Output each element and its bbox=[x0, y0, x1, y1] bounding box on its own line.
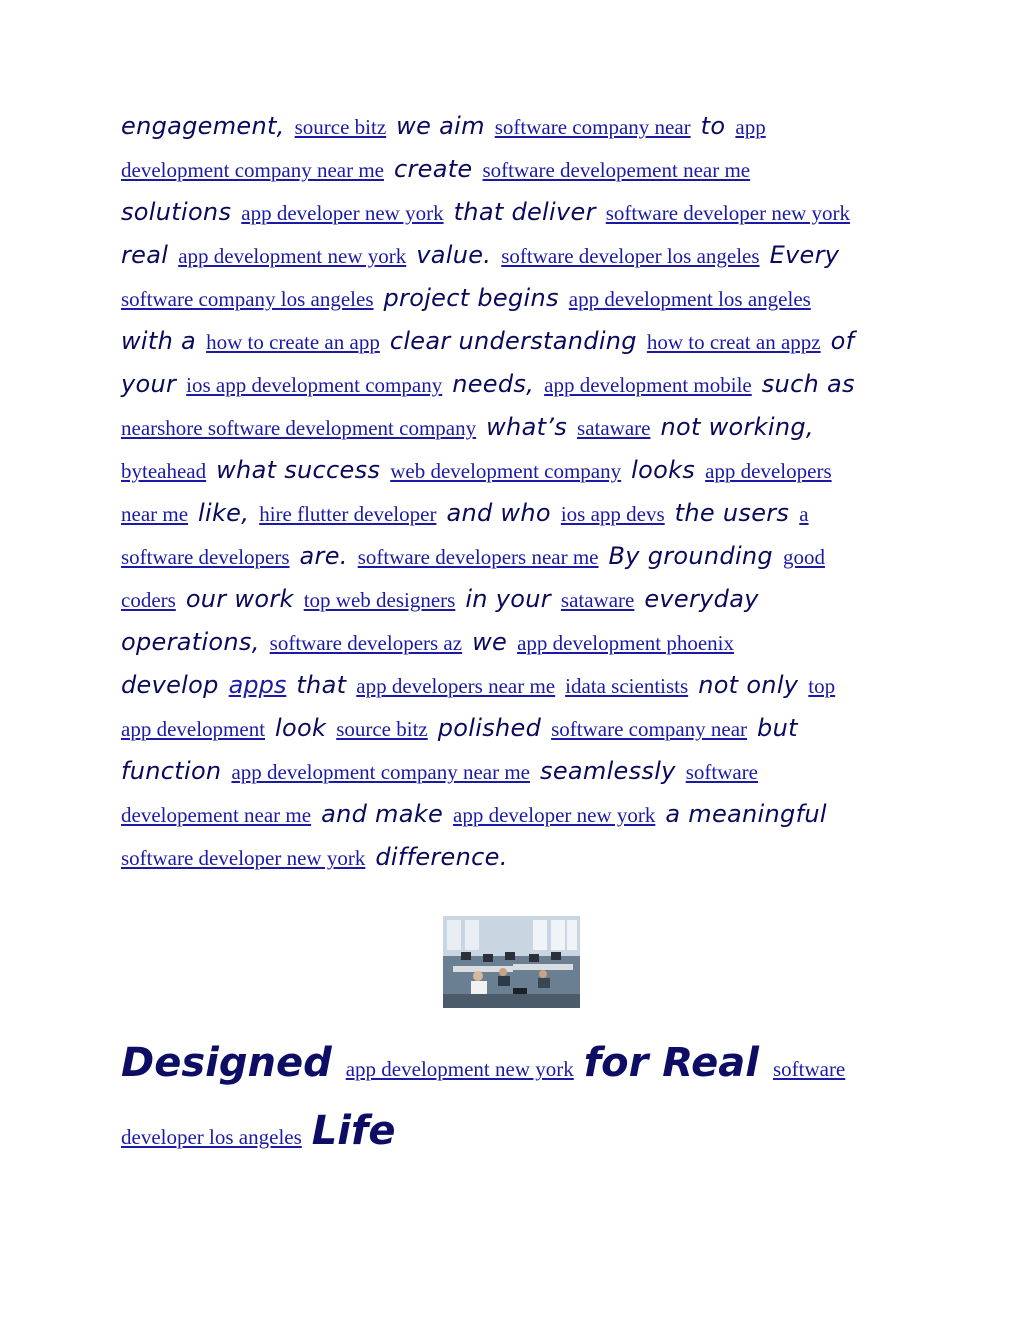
text-line bbox=[121, 155, 901, 198]
body-text-fragment: what’s bbox=[486, 413, 568, 441]
body-text-fragment: operations, bbox=[121, 628, 260, 656]
link[interactable]: a bbox=[799, 502, 809, 526]
body-text-fragment: your bbox=[121, 370, 177, 398]
body-text-fragment: not only bbox=[698, 671, 799, 699]
body-text-fragment: looks bbox=[631, 456, 696, 484]
body-text-fragment: clear understanding bbox=[389, 327, 637, 355]
link[interactable]: web development company bbox=[390, 459, 622, 483]
body-text-fragment: but bbox=[757, 714, 798, 742]
body-text-fragment: that deliver bbox=[453, 198, 596, 226]
text-line bbox=[121, 757, 901, 800]
office-photo bbox=[443, 916, 580, 1008]
heading-text: Designed bbox=[121, 1040, 332, 1086]
link[interactable]: coders bbox=[121, 588, 176, 612]
text-line bbox=[121, 671, 901, 714]
link[interactable]: app development mobile bbox=[544, 373, 752, 397]
text-line bbox=[121, 456, 901, 499]
link[interactable]: hire flutter developer bbox=[259, 502, 437, 526]
link[interactable]: near me bbox=[121, 502, 189, 526]
link[interactable]: good bbox=[782, 545, 825, 569]
body-text-fragment: function bbox=[121, 757, 222, 785]
body-text-fragment: and make bbox=[321, 800, 444, 828]
body-text-fragment: our work bbox=[185, 585, 294, 613]
body-text-fragment: what success bbox=[216, 456, 381, 484]
text-line bbox=[121, 241, 901, 284]
body-text-fragment: Every bbox=[769, 241, 840, 269]
link[interactable]: developement near me bbox=[121, 803, 312, 827]
link[interactable]: software developers bbox=[121, 545, 290, 569]
body-text-fragment: real bbox=[121, 241, 169, 269]
link[interactable]: top bbox=[808, 674, 836, 698]
link[interactable]: sataware bbox=[560, 588, 635, 612]
body-text-fragment: needs, bbox=[452, 370, 535, 398]
link[interactable]: nearshore software development company bbox=[121, 416, 477, 440]
body-text-fragment: that bbox=[296, 671, 347, 699]
link[interactable]: software developer los angeles bbox=[501, 244, 760, 268]
link[interactable]: developer los angeles bbox=[121, 1125, 302, 1149]
heading-text: for Real bbox=[583, 1040, 759, 1086]
body-text-fragment: solutions bbox=[121, 198, 232, 226]
body-text-fragment: of bbox=[830, 327, 855, 355]
body-text-fragment: engagement, bbox=[121, 112, 285, 140]
link[interactable]: software developers az bbox=[269, 631, 463, 655]
link[interactable]: app development company near me bbox=[231, 760, 531, 784]
text-line bbox=[121, 843, 901, 886]
link[interactable]: sataware bbox=[577, 416, 651, 440]
body-text-fragment: a meaningful bbox=[665, 800, 827, 828]
link[interactable]: software developer new york bbox=[605, 201, 851, 225]
text-line bbox=[121, 628, 901, 671]
body-text-fragment: look bbox=[275, 714, 327, 742]
link[interactable]: byteahead bbox=[121, 459, 207, 483]
body-text-fragment: polished bbox=[437, 714, 542, 742]
link[interactable]: ios app development company bbox=[186, 373, 443, 397]
body-text-fragment: are. bbox=[299, 542, 348, 570]
link[interactable]: idata scientists bbox=[565, 674, 689, 698]
link[interactable]: app development bbox=[121, 717, 266, 741]
body-text-fragment: in your bbox=[465, 585, 551, 613]
body-text-fragment: seamlessly bbox=[540, 757, 676, 785]
body-text-fragment: create bbox=[393, 155, 473, 183]
body-text-fragment: value. bbox=[416, 241, 492, 269]
body-text-fragment: not working, bbox=[660, 413, 814, 441]
link[interactable]: software company near bbox=[494, 115, 691, 139]
body-text-fragment: to bbox=[700, 112, 726, 140]
body-text-fragment: develop bbox=[121, 671, 219, 699]
link[interactable]: source bitz bbox=[294, 115, 387, 139]
text-line bbox=[121, 413, 901, 456]
body-text-fragment: like, bbox=[198, 499, 250, 527]
link[interactable]: software developers near me bbox=[357, 545, 599, 569]
link[interactable]: ios app devs bbox=[560, 502, 665, 526]
text-line bbox=[121, 370, 901, 413]
body-text-fragment: the users bbox=[674, 499, 790, 527]
link[interactable]: software developer new york bbox=[121, 846, 366, 870]
link[interactable]: app development new york bbox=[178, 244, 407, 268]
body-text bbox=[121, 112, 901, 886]
heading-line bbox=[121, 1108, 921, 1176]
body-text-fragment: with a bbox=[121, 327, 197, 355]
text-line bbox=[121, 112, 901, 155]
text-line bbox=[121, 284, 901, 327]
link[interactable]: app development los angeles bbox=[568, 287, 811, 311]
link[interactable]: app bbox=[735, 115, 766, 139]
body-text-fragment: we aim bbox=[396, 112, 485, 140]
body-text-fragment: difference. bbox=[375, 843, 508, 871]
body-text-fragment: project begins bbox=[383, 284, 559, 312]
link[interactable]: app development phoenix bbox=[517, 631, 735, 655]
body-text-fragment: we bbox=[472, 628, 508, 656]
link[interactable]: app developers bbox=[705, 459, 832, 483]
link[interactable]: software company near bbox=[551, 717, 748, 741]
text-line bbox=[121, 198, 901, 241]
text-line bbox=[121, 542, 901, 585]
text-line bbox=[121, 499, 901, 542]
body-text-fragment: By grounding bbox=[608, 542, 773, 570]
heading-text: Life bbox=[311, 1108, 396, 1154]
link[interactable]: app development new york bbox=[345, 1057, 574, 1081]
link[interactable]: software developement near me bbox=[482, 158, 751, 182]
link[interactable]: how to creat an appz bbox=[646, 330, 821, 354]
office-photo-graphic bbox=[443, 916, 580, 1008]
body-text-fragment: such as bbox=[761, 370, 855, 398]
section-heading bbox=[121, 1040, 921, 1176]
text-line bbox=[121, 800, 901, 843]
text-line bbox=[121, 714, 901, 757]
link[interactable]: apps bbox=[228, 671, 287, 699]
link[interactable]: app developer new york bbox=[453, 803, 656, 827]
link[interactable]: software bbox=[685, 760, 758, 784]
link[interactable]: software company los angeles bbox=[121, 287, 374, 311]
body-text-fragment: and who bbox=[446, 499, 551, 527]
link[interactable]: top web designers bbox=[303, 588, 456, 612]
text-line bbox=[121, 585, 901, 628]
link[interactable]: development company near me bbox=[121, 158, 384, 182]
link[interactable]: app developer new york bbox=[241, 201, 444, 225]
link[interactable]: app developers near me bbox=[356, 674, 556, 698]
link[interactable]: how to create an app bbox=[206, 330, 380, 354]
link[interactable]: software bbox=[772, 1057, 846, 1081]
link[interactable]: source bitz bbox=[336, 717, 428, 741]
heading-line bbox=[121, 1040, 921, 1108]
text-line bbox=[121, 327, 901, 370]
body-text-fragment: everyday bbox=[644, 585, 759, 613]
